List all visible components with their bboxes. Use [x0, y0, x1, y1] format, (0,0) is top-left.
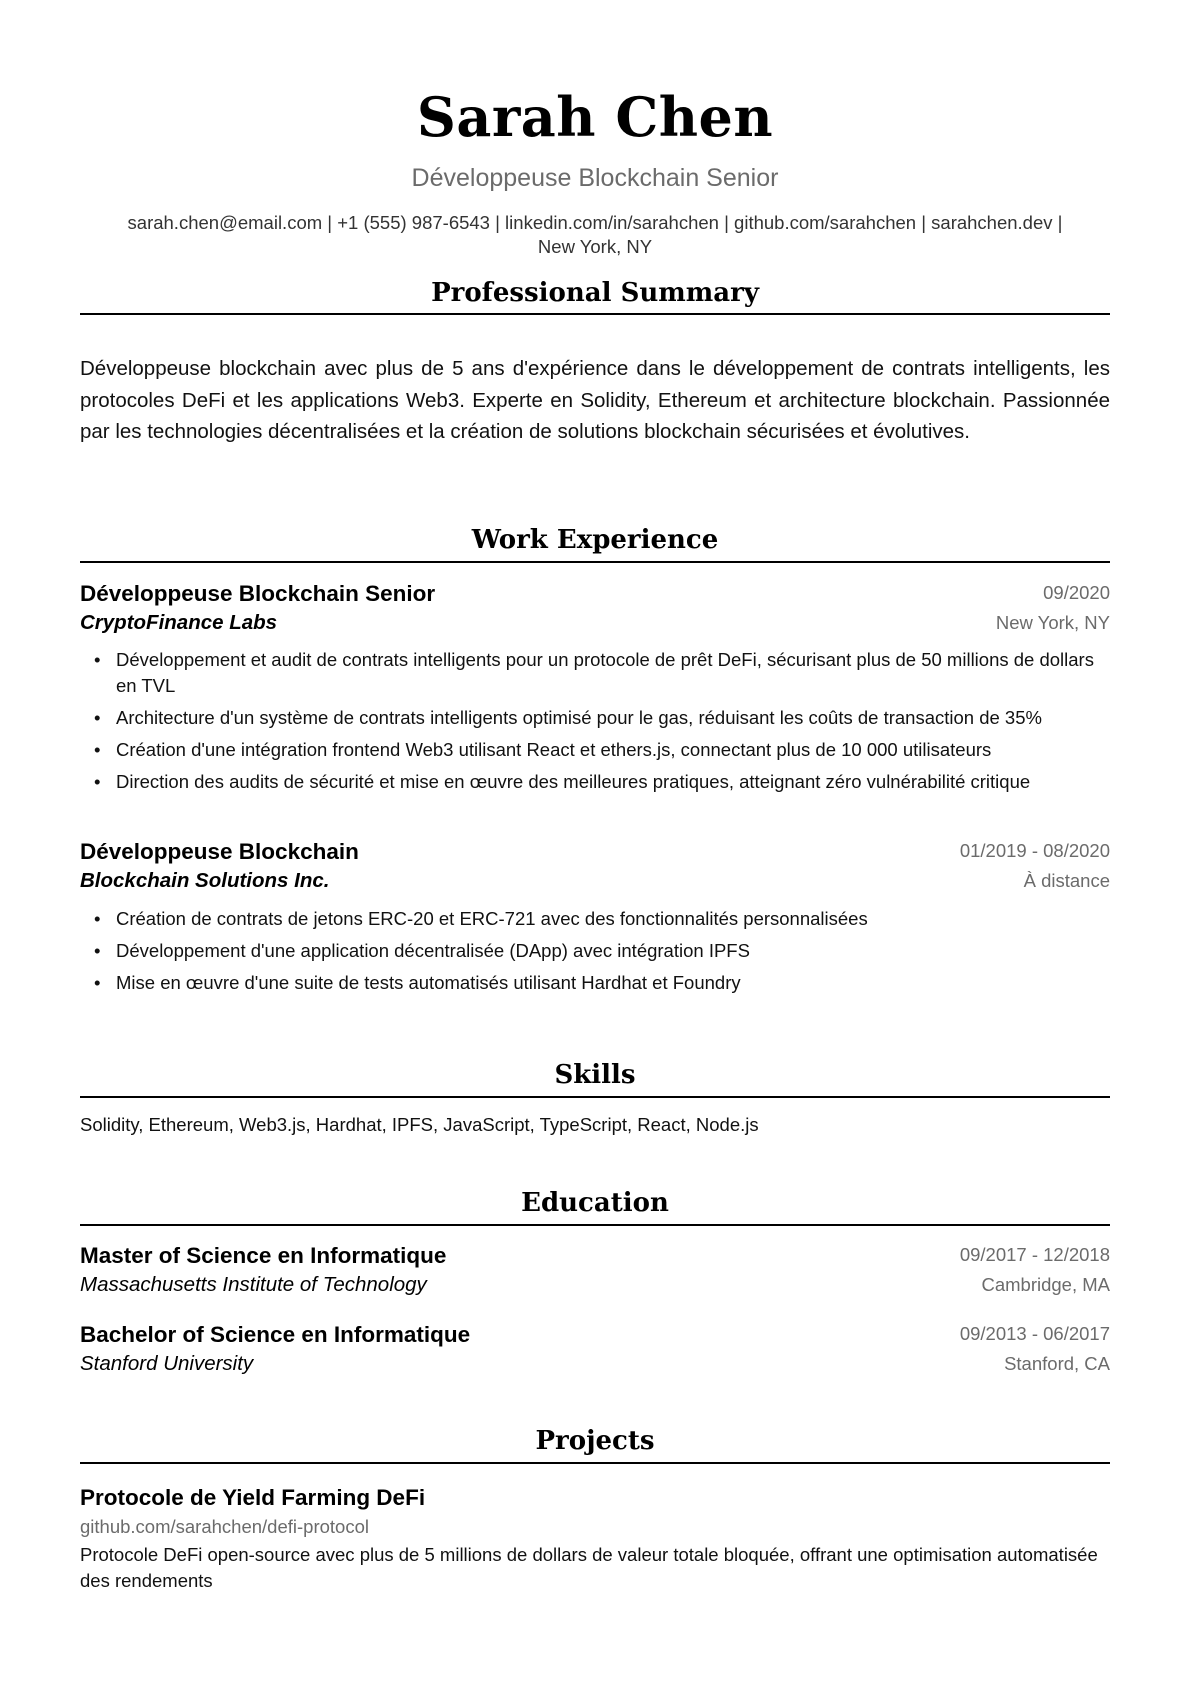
section-title-skills: Skills — [554, 1060, 636, 1090]
contact-line: sarah.chen@email.com | +1 (555) 987-6543 | linkedin.com/in/sarahchen | github.com/sarahchen | sarahchen.dev | — [127, 212, 1063, 233]
candidate-headline: Développeuse Blockchain Senior — [411, 164, 779, 192]
education-subheader — [80, 1350, 1110, 1380]
candidate-name: Sarah Chen — [416, 85, 774, 149]
section-divider — [80, 1224, 1110, 1226]
education-dates: 09/2017 - 12/2018 — [959, 1244, 1110, 1265]
list-item: • Architecture d'un système de contrats intelligents optimisé pour le gas, réduisant les coûts de transaction de 35% — [80, 705, 1110, 731]
list-item: • Mise en œuvre d'une suite de tests automatisés utilisant Hardhat et Foundry — [80, 970, 1110, 996]
job-location: À distance — [1023, 870, 1110, 891]
project-link[interactable]: github.com/sarahchen/defi-protocol — [80, 1516, 369, 1537]
contact-location: New York, NY — [537, 236, 653, 257]
education-location: Cambridge, MA — [981, 1274, 1110, 1295]
education-subheader — [80, 1271, 1110, 1301]
section-divider — [80, 1462, 1110, 1464]
section-title-summary: Professional Summary — [431, 278, 759, 308]
list-item: • Développement et audit de contrats intelligents pour un protocole de prêt DeFi, sécurisant plus de 50 millions de dollars en TVL — [80, 647, 1110, 699]
section-divider — [80, 561, 1110, 563]
school-name: Stanford University — [80, 1352, 254, 1375]
skills-list: Solidity, Ethereum, Web3.js, Hardhat, IPFS, JavaScript, TypeScript, React, Node.js — [80, 1114, 759, 1135]
job-header — [80, 837, 1110, 867]
job-bullets — [80, 906, 1110, 1002]
school-name: Massachusetts Institute of Technology — [80, 1273, 427, 1296]
job-company: CryptoFinance Labs — [80, 611, 278, 634]
section-divider — [80, 313, 1110, 315]
section-divider — [80, 1096, 1110, 1098]
project-title: Protocole de Yield Farming DeFi — [80, 1485, 426, 1510]
job-subheader — [80, 867, 1110, 897]
contact-info — [80, 211, 1110, 259]
summary-text: Développeuse blockchain avec plus de 5 ans d'expérience dans le développement de contrats intelligents, les protocoles DeFi et les applications Web3. Experte en Solidity, Ethereum et architecture blockchain. Passionnée par les technologies décentralisées et la création de solutions blockchain sécurisées et évolutives. — [80, 357, 1110, 443]
list-item: • Création d'une intégration frontend Web3 utilisant React et ethers.js, connectant plus de 10 000 utilisateurs — [80, 737, 1110, 763]
section-title-projects: Projects — [535, 1426, 655, 1456]
job-bullets — [80, 647, 1110, 801]
job-header — [80, 579, 1110, 609]
degree-title: Master of Science en Informatique — [80, 1243, 447, 1268]
job-dates: 01/2019 - 08/2020 — [959, 840, 1110, 861]
section-title-experience: Work Experience — [471, 525, 719, 555]
list-item: • Création de contrats de jetons ERC-20 et ERC-721 avec des fonctionnalités personnalisées — [80, 906, 1110, 932]
job-title: Développeuse Blockchain Senior — [80, 581, 436, 606]
list-item: • Direction des audits de sécurité et mise en œuvre des meilleures pratiques, atteignant zéro vulnérabilité critique — [80, 769, 1110, 795]
project-description: Protocole DeFi open-source avec plus de 5 millions de dollars de valeur totale bloquée, offrant une optimisation automatisée des rendements — [80, 1544, 1098, 1591]
education-header — [80, 1241, 1110, 1271]
degree-title: Bachelor of Science en Informatique — [80, 1322, 471, 1347]
job-dates: 09/2020 — [1043, 582, 1110, 603]
education-location: Stanford, CA — [1004, 1353, 1110, 1374]
job-location: New York, NY — [995, 612, 1110, 633]
education-dates: 09/2013 - 06/2017 — [959, 1323, 1110, 1344]
job-title: Développeuse Blockchain — [80, 839, 359, 864]
job-subheader — [80, 609, 1110, 639]
list-item: • Développement d'une application décentralisée (DApp) avec intégration IPFS — [80, 938, 1110, 964]
section-title-education: Education — [521, 1188, 669, 1218]
job-company: Blockchain Solutions Inc. — [80, 869, 330, 892]
education-header — [80, 1320, 1110, 1350]
